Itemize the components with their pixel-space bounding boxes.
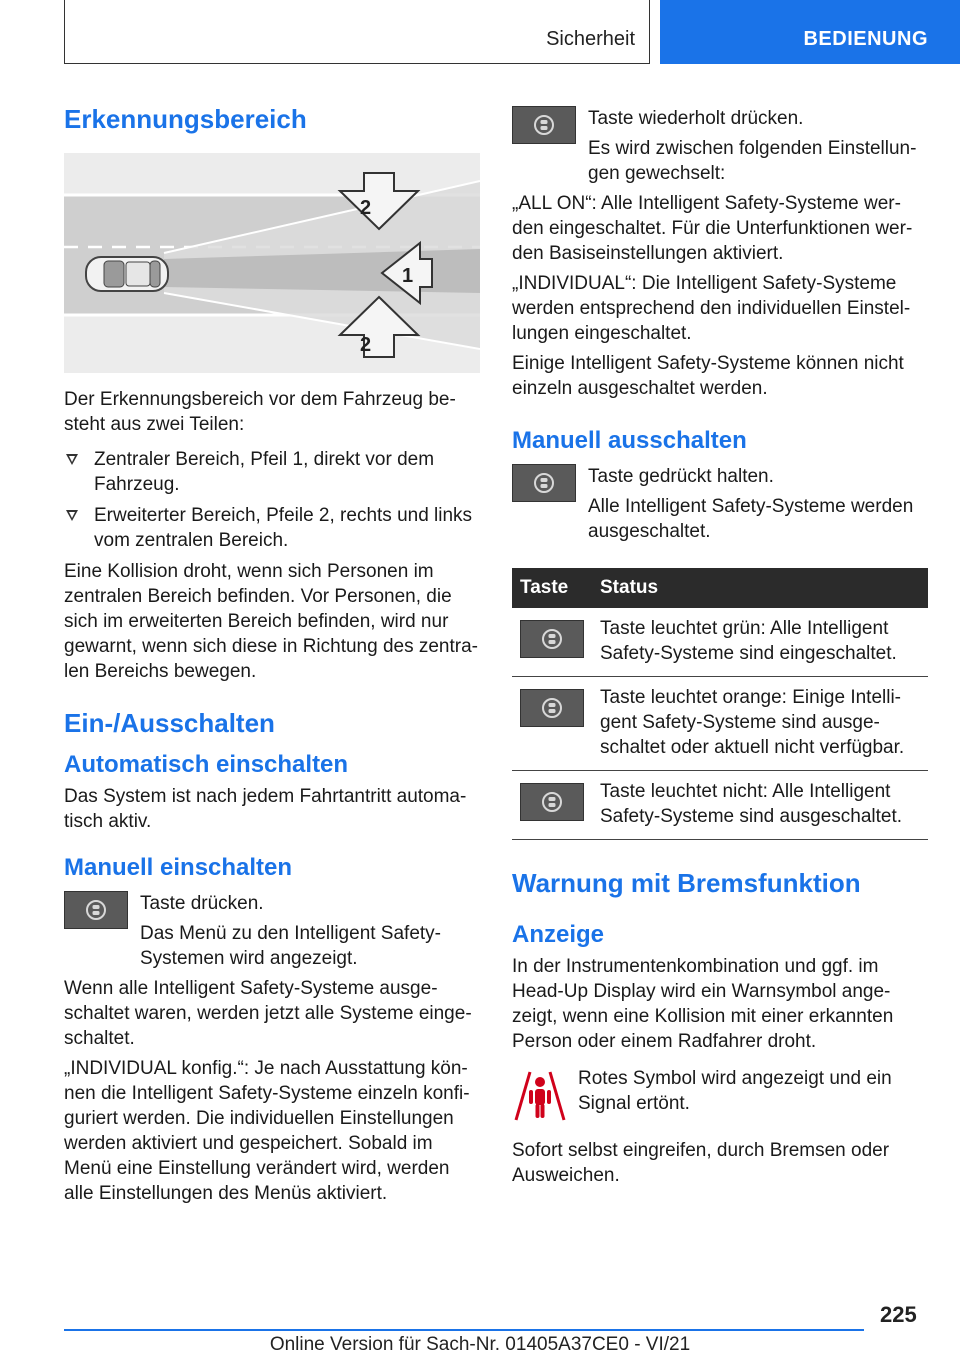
car-icon (86, 257, 168, 291)
safety-button-icon (520, 783, 584, 821)
pedestrian-warning-icon (512, 1068, 568, 1124)
table-status-cell: Taste leuchtet grün: Alle Intelligent Safety-Systeme sind eingeschaltet. (592, 608, 928, 677)
list-item: Erweiterter Bereich, Pfeile 2, rechts und links vom zentralen Bereich. (64, 503, 480, 553)
table-header-row (512, 568, 928, 608)
safety-button-icon (512, 464, 576, 502)
left-column (64, 98, 480, 1206)
key-repeat-text: Taste wiederholt drücken. (588, 108, 804, 129)
collision-paragraph: Eine Kollision droht, wenn sich Personen im zentralen Bereich befinden. Vor Personen, die sich im erweiterten Bereich befinden, wird nur gewarnt, wenn sich diese in Richtung des zentra-len Bereichs bewegen. (64, 561, 479, 683)
warning-symbol-row (512, 1066, 928, 1116)
table-key-cell (512, 770, 592, 839)
table-row (512, 676, 928, 770)
table-row (512, 608, 928, 677)
individual-config-paragraph: „INDIVIDUAL konfig.“: Je nach Ausstattung kön-nen die Intelligent Safety-Systeme einzeln konfi-guriert werden. Die individuellen Einstellungen werden aktiviert und gespeichert. Sobald im Menü eine Einstellung verändert wird, werden alle Einstellungen des Menüs aktiviert. (64, 1057, 470, 1204)
detection-area-diagram (64, 153, 480, 373)
all-off-paragraph: Wenn alle Intelligent Safety-Systeme ausge-schaltet waren, werden jetzt alle Systeme einge-schaltet. (64, 977, 472, 1049)
key-instruction-press (64, 891, 480, 971)
list-item: Zentraler Bereich, Pfeil 1, direkt vor dem Fahrzeug. (64, 447, 480, 497)
react-paragraph: Sofort selbst eingreifen, durch Bremsen oder Ausweichen. (512, 1139, 890, 1186)
safety-button-icon (520, 620, 584, 658)
page-number: 225 (880, 1302, 917, 1327)
table-status-cell: Taste leuchtet orange: Einige Intelli-gent Safety-Systeme sind ausge-schaltet oder aktuell nicht verfügbar. (592, 676, 928, 770)
status-table (512, 568, 928, 840)
header-chapter-tab (660, 0, 960, 64)
warning-symbol-text: Rotes Symbol wird angezeigt und ein Signal ertönt. (578, 1067, 892, 1114)
detection-area-svg (64, 153, 480, 373)
key-instruction-hold (512, 464, 928, 544)
bullet-list (64, 447, 480, 553)
safety-button-icon (520, 689, 584, 727)
subheading-anzeige: Anzeige (512, 920, 605, 948)
subheading-manuell-einschalten: Manuell einschalten (64, 854, 293, 882)
header-section-label: Sicherheit (546, 28, 635, 50)
table-key-cell (512, 608, 592, 677)
footer-text: Online Version für Sach-Nr. 01405A37CE0 - VI/21 (269, 1334, 691, 1355)
safety-button-icon (512, 106, 576, 144)
header-section-tab (64, 0, 650, 64)
arrow-label-2-bottom: 2 (360, 334, 372, 357)
subheading-automatisch: Automatisch einschalten (64, 751, 349, 779)
table-status-cell: Taste leuchtet nicht: Alle Intelligent Safety-Systeme sind ausgeschaltet. (592, 770, 928, 839)
some-systems-paragraph: Einige Intelligent Safety-Systeme können nicht einzeln ausgeschaltet werden. (512, 353, 904, 399)
key-instruction-repeat (512, 106, 928, 186)
auto-paragraph: Das System ist nach jedem Fahrtantritt automa-tisch aktiv. (64, 786, 467, 833)
key-all-off-text: Alle Intelligent Safety-Systeme werden ausgeschaltet. (588, 495, 914, 542)
table-key-cell (512, 676, 592, 770)
subheading-manuell-ausschalten: Manuell ausschalten (512, 427, 747, 454)
key-menu-text: Das Menü zu den Intelligent Safety-Systemen wird angezeigt. (140, 922, 442, 969)
safety-button-icon (64, 891, 128, 929)
display-paragraph: In der Instrumentenkombination und ggf. im Head-Up Display wird ein Warnsymbol ange-zeigt, wenn eine Kollision mit einer erkannten Person oder einem Radfahrer droht. (512, 955, 894, 1052)
heading-erkennungsbereich: Erkennungsbereich (64, 104, 307, 134)
table-row (512, 770, 928, 839)
heading-warnung: Warnung mit Bremsfunktion (512, 867, 861, 898)
key-press-text: Taste drücken. (140, 892, 264, 914)
triangle-bullet-icon (66, 454, 78, 465)
table-header-status: Status (592, 568, 928, 608)
table-header-taste: Taste (512, 568, 592, 608)
footer-divider (64, 1329, 864, 1331)
intro-paragraph: Der Erkennungsbereich vor dem Fahrzeug be-steht aus zwei Teilen: (64, 389, 456, 436)
key-hold-text: Taste gedrückt halten. (588, 465, 774, 487)
all-on-paragraph: „ALL ON“: Alle Intelligent Safety-Systeme wer-den eingeschaltet. Für die Unterfunktionen wer-den Basiseinstellungen aktiviert. (512, 193, 913, 264)
heading-ein-ausschalten: Ein-/Ausschalten (64, 708, 275, 739)
arrow-label-2-top: 2 (360, 197, 372, 220)
arrow-label-1: 1 (402, 265, 414, 288)
right-column (512, 106, 928, 1188)
header-chapter-label: BEDIENUNG (803, 28, 928, 50)
key-switch-text: Es wird zwischen folgenden Einstellun-gen gewechselt: (588, 138, 917, 184)
triangle-bullet-icon (66, 510, 78, 521)
individual-paragraph: „INDIVIDUAL“: Die Intelligent Safety-Systeme werden entsprechend den individuellen Einstel-lungen eingeschaltet. (512, 273, 911, 344)
